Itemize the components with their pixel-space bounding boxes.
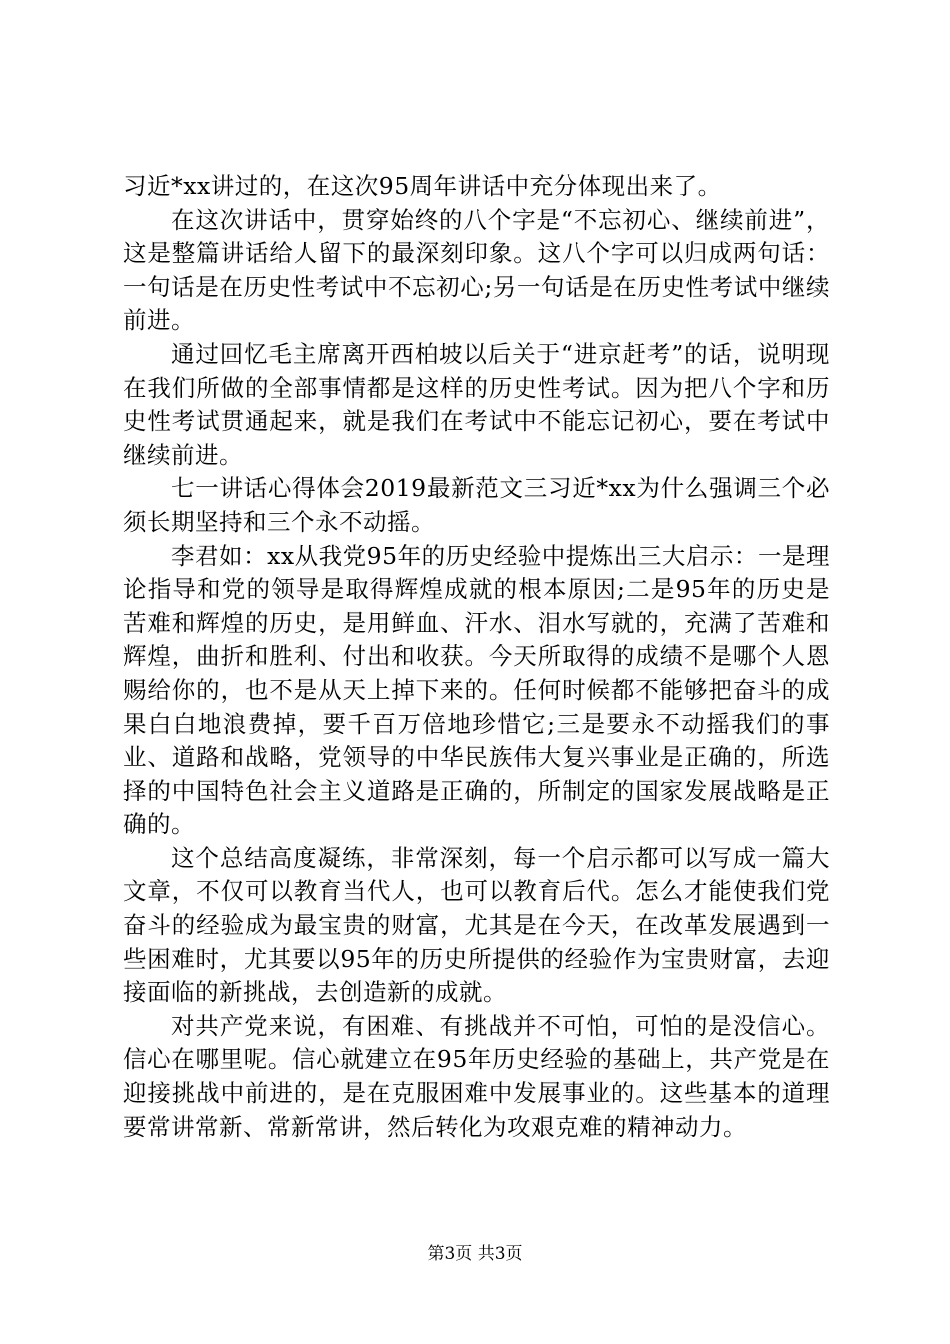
paragraph-4: 七一讲话心得体会2019最新范文三习近*xx为什么强调三个必须长期坚持和三个永不动摇。 bbox=[123, 474, 830, 536]
document-body bbox=[123, 170, 830, 1144]
paragraph-5: 李君如：xx从我党95年的历史经验中提炼出三大启示：一是理论指导和党的领导是取得辉煌成就的根本原因;二是95年的历史是苦难和辉煌的历史，是用鲜血、汗水、泪水写就的，充满了苦难和辉煌，曲折和胜利、付出和收获。今天所取得的成绩不是哪个人恩赐给你的，也不是从天上掉下来的。任何时候都不能够把奋斗的成果白白地浪费掉，要千百万倍地珍惜它;三是要永不动摇我们的事业、道路和战略，党领导的中华民族伟大复兴事业是正确的，所选择的中国特色社会主义道路是正确的，所制定的国家发展战略是正确的。 bbox=[123, 541, 830, 839]
paragraph-3: 通过回忆毛主席离开西柏坡以后关于“进京赶考”的话，说明现在我们所做的全部事情都是这样的历史性考试。因为把八个字和历史性考试贯通起来，就是我们在考试中不能忘记初心，要在考试中继续前进。 bbox=[123, 339, 830, 469]
paragraph-1: 习近*xx讲过的，在这次95周年讲话中充分体现出来了。 bbox=[123, 172, 722, 200]
page-number-label: 第3页 共3页 bbox=[427, 1244, 523, 1264]
paragraph-7: 对共产党来说，有困难、有挑战并不可怕，可怕的是没信心。信心在哪里呢。信心就建立在95年历史经验的基础上，共产党是在迎接挑战中前进的，是在克服困难中发展事业的。这些基本的道理要常讲常新、常新常讲，然后转化为攻艰克难的精神动力。 bbox=[123, 1011, 830, 1141]
paragraph-6: 这个总结高度凝练，非常深刻，每一个启示都可以写成一篇大文章，不仅可以教育当代人，也可以教育后代。怎么才能使我们党奋斗的经验成为最宝贵的财富，尤其是在今天，在改革发展遇到一些困难时，尤其要以95年的历史所提供的经验作为宝贵财富，去迎接面临的新挑战，去创造新的成就。 bbox=[123, 843, 830, 1007]
page-footer bbox=[0, 1243, 950, 1265]
paragraph-2: 在这次讲话中，贯穿始终的八个字是“不忘初心、继续前进”，这是整篇讲话给人留下的最深刻印象。这八个字可以归成两句话：一句话是在历史性考试中不忘初心;另一句话是在历史性考试中继续前进。 bbox=[123, 205, 830, 335]
